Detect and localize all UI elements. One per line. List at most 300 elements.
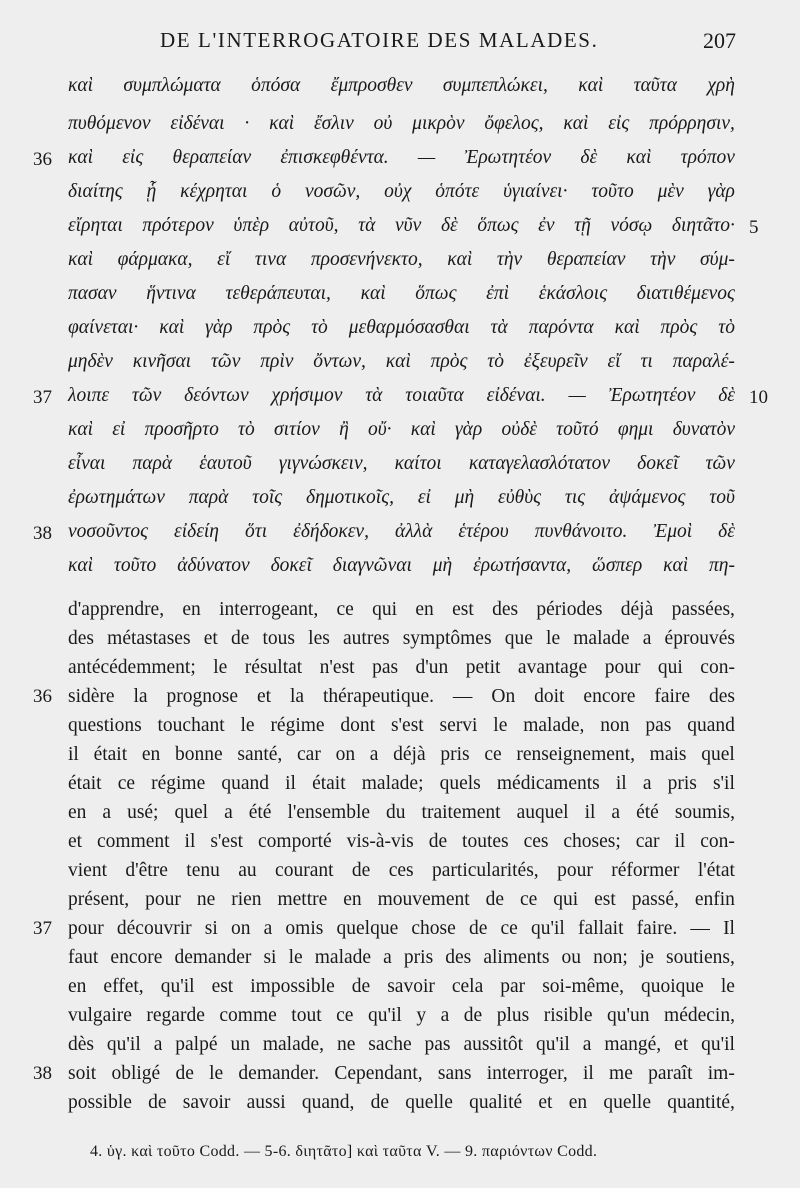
word: vis-à-vis — [346, 831, 414, 852]
word: non; — [593, 947, 628, 968]
word: d'un — [415, 657, 449, 678]
word: des — [68, 628, 94, 649]
word: εἴρηται — [68, 215, 123, 236]
word: τι — [640, 351, 653, 372]
word: καὶ — [159, 317, 185, 338]
word: καὶ — [360, 283, 386, 304]
chapter-number: 36 — [33, 149, 52, 170]
word: en — [141, 744, 161, 765]
word: de — [175, 1063, 194, 1084]
word: pris — [440, 744, 470, 765]
word: quand, — [301, 1092, 355, 1113]
word: aussi — [246, 1092, 286, 1113]
word: le — [720, 976, 735, 997]
word: est — [211, 976, 234, 997]
word: ce — [117, 773, 135, 794]
word: éprouvés — [664, 628, 735, 649]
word: quelle — [405, 1092, 453, 1113]
word: me — [609, 1063, 633, 1084]
french-line — [68, 857, 735, 884]
word: en — [568, 1092, 588, 1113]
word: le — [546, 628, 561, 649]
word: régime — [270, 715, 325, 736]
word: il — [584, 802, 596, 823]
word: déjà — [393, 744, 426, 765]
word: ἐρωτήσαντα, — [473, 555, 572, 576]
word: de — [351, 976, 371, 997]
word: ἐρωτημάτων — [68, 487, 165, 508]
word: car — [635, 831, 660, 852]
word: de — [370, 1092, 390, 1113]
word: comment — [97, 831, 170, 852]
word: qu'il — [160, 976, 195, 997]
word: καὶ — [578, 75, 604, 96]
word: qu'il — [535, 1034, 570, 1055]
word: prognose — [166, 686, 239, 707]
word: ἀψάμενος — [609, 487, 686, 508]
word: a — [611, 802, 621, 823]
word: εἰδέναι — [170, 113, 225, 134]
word: ὑγιαίνει· — [503, 181, 568, 202]
word: ἐξευρεῖν — [523, 351, 588, 372]
word: διατιθέμενος — [636, 283, 735, 304]
word: rien — [231, 889, 262, 910]
word: a — [102, 802, 112, 823]
word: · — [244, 113, 250, 134]
word: καὶ — [614, 317, 640, 338]
word: εἰς — [122, 147, 144, 168]
word: demander. — [238, 1063, 320, 1084]
greek-line — [68, 482, 735, 514]
greek-line — [68, 380, 735, 412]
word: il — [285, 773, 296, 794]
word: δὲ — [440, 215, 458, 236]
word: καὶ — [68, 419, 94, 440]
word: savoir — [387, 976, 435, 997]
word: μηδὲν — [68, 351, 113, 372]
word: — — [452, 686, 473, 707]
word: tenu — [186, 860, 220, 881]
word: touchant — [157, 715, 225, 736]
word: pour — [557, 860, 593, 881]
word: καὶ — [385, 351, 411, 372]
word: particularités, — [432, 860, 539, 881]
word: ne — [336, 1034, 356, 1055]
word: le — [288, 947, 303, 968]
word: σιτίον — [274, 419, 320, 440]
word: νῦν — [395, 215, 422, 236]
word: τῇ — [574, 215, 591, 236]
french-line — [68, 654, 735, 681]
word: soit — [68, 1063, 97, 1084]
word: mettre — [277, 889, 328, 910]
word: soi-même, — [542, 976, 624, 997]
word: thérapeutique. — [322, 686, 434, 707]
greek-line — [68, 244, 735, 276]
word: καταγελασλότατον — [468, 453, 611, 474]
word: l'état — [697, 860, 735, 881]
word: ἐπισκεφθέντα. — [280, 147, 389, 168]
french-line — [68, 799, 735, 826]
french-line — [68, 886, 735, 913]
word: mouvement — [377, 889, 470, 910]
word: autres — [343, 628, 390, 649]
greek-line — [68, 70, 735, 102]
word: γὰρ — [455, 419, 483, 440]
word: je — [639, 947, 654, 968]
word: pour — [604, 657, 641, 678]
word: ταῦτα — [633, 75, 677, 96]
greek-line — [68, 448, 735, 480]
greek-line — [68, 108, 735, 140]
word: résultat — [244, 657, 303, 678]
word: — — [417, 147, 436, 168]
word: ὁπότε — [435, 181, 480, 202]
word: τεθεράπευται, — [225, 283, 331, 304]
footnote: 4. ὑγ. καὶ τοῦτο Codd. — 5-6. διητᾶτο] καὶ ταῦτα V. — 9. παριόντων Codd. — [90, 1143, 598, 1160]
word: φαίνεται· — [68, 317, 139, 338]
word: plus — [496, 1005, 530, 1026]
word: aliments — [483, 947, 550, 968]
word: s'est — [390, 715, 424, 736]
french-line — [68, 1002, 735, 1029]
french-line — [68, 625, 735, 652]
word: réformer — [611, 860, 680, 881]
word: passées, — [671, 599, 735, 620]
word: le — [240, 715, 255, 736]
word: ὄντων, — [313, 351, 366, 372]
word: ne — [196, 889, 216, 910]
word: ὅπως — [415, 283, 457, 304]
word: Ἐρωτητέον — [608, 385, 696, 406]
word: im- — [707, 1063, 735, 1084]
word: οὐ — [373, 113, 393, 134]
word: de — [351, 860, 371, 881]
word: fallait — [578, 918, 624, 939]
word: ces — [388, 860, 414, 881]
word: γὰρ — [205, 317, 233, 338]
word: ἐπὶ — [486, 283, 510, 304]
word: faut — [68, 947, 99, 968]
word: a — [153, 1034, 163, 1055]
word: le — [493, 715, 508, 736]
word: εἰ — [112, 419, 126, 440]
word: qui — [553, 889, 579, 910]
word: aussitôt — [463, 1034, 524, 1055]
word: quand — [687, 715, 735, 736]
word: cela — [451, 976, 484, 997]
french-line — [68, 770, 735, 797]
word: θεραπείαν — [172, 147, 252, 168]
word: courant — [275, 860, 334, 881]
word: est — [452, 599, 474, 620]
word: καὶ — [410, 419, 436, 440]
word: d'apprendre, — [68, 599, 165, 620]
word: τοῦτο — [591, 181, 634, 202]
word: νοσοῦντος — [68, 521, 149, 542]
word: faire. — [636, 918, 678, 939]
word: ou — [561, 947, 582, 968]
word: οὔ· — [367, 419, 392, 440]
word: γιγνώσκειν, — [278, 453, 368, 474]
word: soumis, — [674, 802, 735, 823]
word: λοιπε — [68, 385, 110, 406]
word: quel — [174, 802, 209, 823]
chapter-number: 37 — [33, 918, 52, 939]
word: par — [500, 976, 526, 997]
word: vient — [68, 860, 107, 881]
word: ὅτι — [244, 521, 268, 542]
word: il — [68, 744, 79, 765]
word: déjà — [620, 599, 654, 620]
word: προσῆρτο — [144, 419, 219, 440]
word: bonne — [174, 744, 223, 765]
word: συμπλώματα — [123, 75, 221, 96]
word: pris — [667, 773, 697, 794]
word: a — [440, 1005, 450, 1026]
word: πασαν — [68, 283, 117, 304]
word: de — [468, 918, 488, 939]
word: de — [485, 889, 505, 910]
word: il — [674, 831, 686, 852]
word: ἀδύνατον — [177, 555, 250, 576]
word: ce — [484, 744, 502, 765]
word: qui — [372, 599, 398, 620]
word: savoir — [182, 1092, 231, 1113]
word: μὴ — [432, 555, 453, 576]
greek-line — [68, 346, 735, 378]
french-line — [68, 944, 735, 971]
word: τοῦ — [709, 487, 735, 508]
word: risible — [543, 1005, 593, 1026]
word: χρήσιμον — [271, 385, 343, 406]
word: mais — [649, 744, 687, 765]
word: πυθόμενον — [68, 113, 151, 134]
word: s'est — [210, 831, 244, 852]
word: quelle — [603, 1092, 651, 1113]
word: en — [182, 599, 201, 620]
word: οὐδὲ — [501, 419, 537, 440]
word: médicaments — [496, 773, 600, 794]
word: τις — [564, 487, 586, 508]
word: αὐτοῦ, — [288, 215, 339, 236]
word: καὶ — [563, 113, 589, 134]
word: ce — [336, 599, 354, 620]
word: de — [428, 831, 448, 852]
word: πρὸς — [660, 317, 698, 338]
word: δὲ — [718, 521, 735, 542]
word: d'être — [125, 860, 168, 881]
word: médecin, — [664, 1005, 735, 1026]
word: τρόπον — [680, 147, 735, 168]
word: νοσῶν, — [304, 181, 361, 202]
word: νόσῳ — [610, 215, 653, 236]
greek-line — [68, 176, 735, 208]
greek-line — [68, 210, 735, 242]
greek-line — [68, 516, 735, 548]
word: ὁπόσα — [251, 75, 301, 96]
french-line — [68, 973, 735, 1000]
word: interroger, — [486, 1063, 568, 1084]
word: τοῦτό — [556, 419, 599, 440]
word: Ἐρωτητέον — [464, 147, 552, 168]
word: servi — [439, 715, 478, 736]
word: ὑπὲρ — [233, 215, 270, 236]
word: δὲ — [718, 385, 735, 406]
word: παρὰ — [132, 453, 173, 474]
word: εὐθὺς — [498, 487, 542, 508]
word: périodes — [536, 599, 603, 620]
word: y — [416, 1005, 427, 1026]
word: toutes — [462, 831, 509, 852]
word: que — [504, 628, 533, 649]
word: πρὸς — [253, 317, 291, 338]
word: σύμ- — [700, 249, 735, 270]
word: découvrir — [116, 918, 192, 939]
word: palpé — [175, 1034, 218, 1055]
word: καὶ — [269, 113, 295, 134]
word: des — [492, 599, 519, 620]
word: de — [463, 1005, 483, 1026]
word: οὐχ — [384, 181, 412, 202]
word: ces — [523, 831, 549, 852]
word: τῶν — [705, 453, 735, 474]
word: ἐδήδοκεν, — [293, 521, 369, 542]
word: il — [615, 773, 627, 794]
word: παρόντα — [528, 317, 594, 338]
word: était — [312, 773, 346, 794]
word: soutiens, — [666, 947, 735, 968]
word: ἥντινα — [146, 283, 196, 304]
word: Il — [723, 918, 735, 939]
word: la — [289, 686, 305, 707]
word: malade; — [361, 773, 424, 794]
word: pas — [424, 1034, 451, 1055]
word: il — [582, 1063, 594, 1084]
word: car — [297, 744, 321, 765]
word: μὲν — [657, 181, 684, 202]
word: qui — [657, 657, 683, 678]
word: impossible — [250, 976, 335, 997]
word: ce — [336, 1005, 354, 1026]
word: qu'il — [531, 918, 565, 939]
word: φημι — [617, 419, 654, 440]
word: sans — [437, 1063, 472, 1084]
word: avantage — [517, 657, 588, 678]
word: τοῦτο — [113, 555, 157, 576]
word: quel — [701, 744, 735, 765]
page-number: 207 — [703, 28, 736, 53]
line-number: 5 — [749, 217, 759, 238]
word: ὄφελος, — [484, 113, 544, 134]
word: ἢ — [339, 419, 349, 440]
word: symptômes — [402, 628, 492, 649]
word: ὁ — [271, 181, 282, 202]
word: — — [568, 385, 586, 406]
word: des — [445, 947, 472, 968]
word: en — [68, 976, 87, 997]
word: et — [674, 1034, 689, 1055]
word: a — [224, 802, 233, 823]
word: πρὸς — [430, 351, 468, 372]
word: δοκεῖ — [270, 555, 312, 576]
word: s'il — [712, 773, 735, 794]
word: Ἐμοὶ — [653, 521, 693, 542]
word: εἰ — [417, 487, 431, 508]
word: malade, — [523, 715, 585, 736]
word: le — [213, 657, 228, 678]
word: τῶν — [131, 385, 162, 406]
word: On — [491, 686, 516, 707]
word: θεραπείαν — [546, 249, 626, 270]
word: comme — [219, 1005, 277, 1026]
word: φάρμακα, — [117, 249, 193, 270]
word: εἶναι — [68, 453, 106, 474]
french-line — [68, 741, 735, 768]
running-title: DE L'INTERROGATOIRE DES MALADES. — [160, 28, 599, 52]
word: πυνθάνοιτο. — [534, 521, 628, 542]
word: συμπεπλώκει, — [442, 75, 548, 96]
word: τὸ — [718, 317, 735, 338]
word: tout — [291, 1005, 322, 1026]
word: de — [230, 628, 250, 649]
word: des — [708, 686, 735, 707]
word: regarde — [146, 1005, 205, 1026]
word: a — [263, 918, 273, 939]
word: δυνατὸν — [672, 419, 735, 440]
word: non — [600, 715, 630, 736]
word: et — [203, 628, 218, 649]
word: καὶ — [68, 249, 94, 270]
word: con- — [700, 657, 735, 678]
greek-line — [68, 312, 735, 344]
word: καὶ — [68, 555, 94, 576]
word: γὰρ — [707, 181, 735, 202]
word: auquel — [516, 802, 569, 823]
word: μὴ — [454, 487, 475, 508]
word: doit — [534, 686, 565, 707]
word: ce — [520, 889, 538, 910]
word: κέχρηται — [180, 181, 248, 202]
word: παραλέ- — [672, 351, 735, 372]
word: santé, — [237, 744, 283, 765]
word: de — [148, 1092, 167, 1113]
word: — — [690, 918, 710, 939]
word: dont — [340, 715, 376, 736]
word: a — [642, 628, 652, 649]
word: τοῖς — [252, 487, 283, 508]
word: pour — [145, 889, 181, 910]
word: traitement — [421, 802, 501, 823]
chapter-number: 38 — [33, 523, 52, 544]
word: pas — [372, 657, 399, 678]
word: n'est — [319, 657, 355, 678]
word: sache — [368, 1034, 412, 1055]
word: l'ensemble — [287, 802, 371, 823]
word: πρότερον — [142, 215, 214, 236]
word: usé; — [127, 802, 159, 823]
word: interrogeant, — [219, 599, 319, 620]
french-line — [68, 915, 735, 942]
line-number: 10 — [749, 387, 768, 408]
word: quels — [439, 773, 481, 794]
word: τὰ — [490, 317, 508, 338]
word: chose — [411, 918, 456, 939]
word: est — [594, 889, 616, 910]
word: questions — [68, 715, 142, 736]
word: τινα — [254, 249, 287, 270]
word: τὴν — [496, 249, 523, 270]
